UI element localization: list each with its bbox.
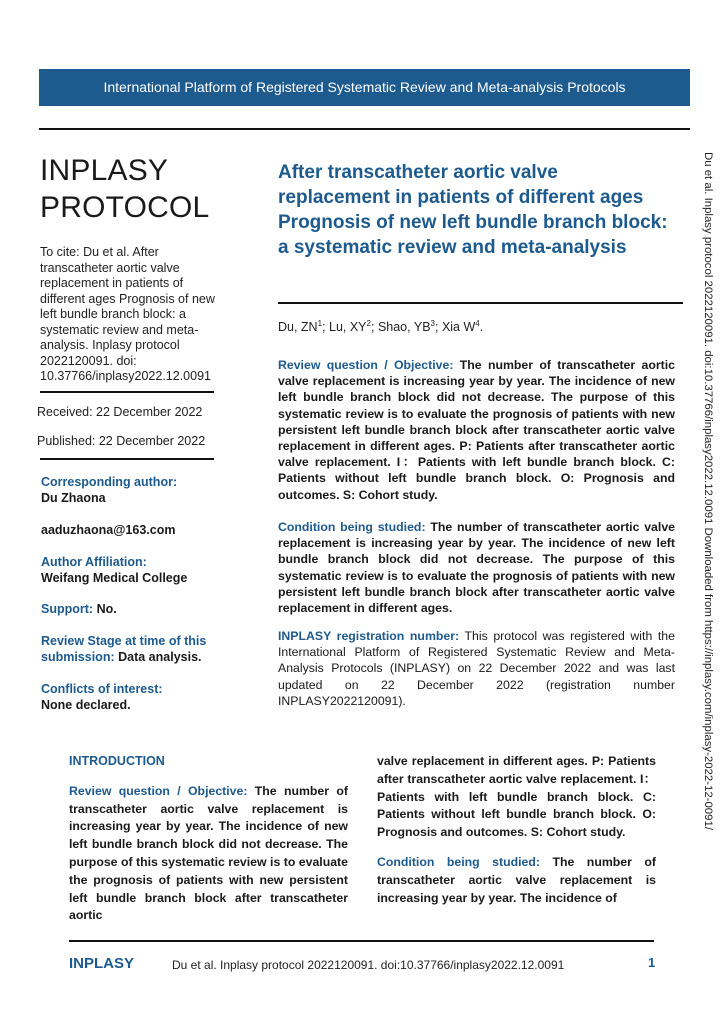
registration-text: This protocol was registered with the International Platform of Registered Systematic Review and Meta-Analysis Protocols (INPLASY) on 22 December 2022 and was last updated on 22 December 2022 (registration number INPLASY2022120091). <box>278 629 675 708</box>
author-list <box>278 319 483 334</box>
author-2-affil: 2 <box>366 319 371 328</box>
author-end: . <box>479 320 484 335</box>
author-sep: ; <box>322 320 329 335</box>
conflicts-label: Conflicts of interest: <box>41 682 163 696</box>
author-3-affil: 3 <box>430 319 435 328</box>
condition-text: The number of transcatheter aortic valve replacement is increasing year by year. The incidence of new left bundle branch block did not decrease. The purpose of this systematic review is to evaluate the prognosis of patients with new persistent left bundle branch block after transcatheter aortic valve replacement in different ages. <box>278 520 675 616</box>
citation-text: To cite: Du et al. After transcatheter aortic valve replacement in patients of different ages Prognosis of new left bundle branch block: a systematic review and meta-analysis. Inplasy protocol 2022120091. doi: 10.37766/inplasy2022.12.0091 <box>40 245 215 383</box>
intro-condition-label: Condition being studied: <box>377 854 540 869</box>
condition-abstract <box>278 519 675 616</box>
left-rule-1 <box>40 391 214 393</box>
author-3: Shao, YB <box>377 320 431 335</box>
intro-heading: INTRODUCTION <box>69 754 165 768</box>
intro-right-column <box>377 753 656 907</box>
author-1-affil: 1 <box>317 319 323 328</box>
side-download-note <box>700 152 715 882</box>
intro-rq-label: Review question / Objective: <box>69 783 248 798</box>
review-stage-label: Review Stage at time of this submission: <box>41 634 207 664</box>
author-sep: ; <box>434 320 442 335</box>
review-stage <box>41 633 231 665</box>
support-label: Support: <box>41 602 94 616</box>
corresponding-author-label: Corresponding author: <box>41 475 178 489</box>
paper-title: After transcatheter aortic valve replacement in patients of different ages Prognosis of new left bundle branch block: a systematic review and meta-analysis <box>278 162 668 258</box>
affiliation-label: Author Affiliation: <box>41 555 147 569</box>
author-1: Du, ZN <box>278 320 318 335</box>
left-rule-2 <box>40 458 214 460</box>
condition-label: Condition being studied: <box>278 520 426 534</box>
registration-number <box>278 628 675 709</box>
intro-condition-text: The number of transcatheter aortic valve replacement is increasing year by year. The incidence of <box>377 854 656 905</box>
review-question-abstract <box>278 357 675 503</box>
brand-title <box>40 152 226 226</box>
corresponding-author <box>41 474 241 506</box>
footer-rule <box>69 940 654 942</box>
title-rule <box>278 302 683 304</box>
author-sep: ; <box>370 320 378 335</box>
author-4: Xia W <box>441 320 476 335</box>
review-question-text: The number of transcatheter aortic valve replacement is increasing year by year. The incidence of new left bundle branch block did not decrease. The purpose of this systematic review is to evaluate the prognosis of patients with new persistent left bundle branch block after transcatheter aortic valve replacement in different ages. P: Patients after transcatheter aortic valve replacement. I：Patients with left bundle branch block. C: Patients without left bundle branch block. O: Prognosis and outcomes. S: Cohort study. <box>278 358 675 502</box>
left-column <box>40 152 226 385</box>
corresponding-author-name: Du Zhaona <box>41 491 106 505</box>
affiliation-value: Weifang Medical College <box>41 571 188 585</box>
support-info <box>41 601 241 617</box>
support-value: No. <box>96 602 117 616</box>
intro-left-column <box>69 753 348 925</box>
intro-condition <box>377 854 656 907</box>
author-affiliation <box>41 554 241 586</box>
top-rule <box>39 128 690 130</box>
brand-line-2: PROTOCOL <box>40 191 210 224</box>
published-date: Published: 22 December 2022 <box>37 434 206 448</box>
page-number: 1 <box>648 955 656 970</box>
author-email[interactable]: aaduzhaona@163.com <box>41 523 176 537</box>
review-question-label: Review question / Objective: <box>278 358 454 372</box>
intro-review-question <box>69 783 348 925</box>
platform-banner: International Platform of Registered Systematic Review and Meta-analysis Protocols <box>39 69 690 106</box>
intro-rq-text: The number of transcatheter aortic valve replacement is increasing year by year. The incidence of new left bundle branch block did not decrease. The purpose of this systematic review is to evaluate the prognosis of patients with new persistent left bundle branch block after transcatheter aortic <box>69 783 348 923</box>
review-stage-value: Data analysis. <box>118 650 202 664</box>
conflicts-value: None declared. <box>41 698 131 712</box>
side-download-text[interactable]: Du et al. Inplasy protocol 2022120091. doi:10.37766/inplasy2022.12.0091 Downloaded from https://inplasy.com/inplasy-2022-12-0091/ <box>702 152 714 830</box>
footer-citation: Du et al. Inplasy protocol 2022120091. doi:10.37766/inplasy2022.12.0091 <box>172 958 565 972</box>
conflicts-of-interest <box>41 681 241 713</box>
received-date: Received: 22 December 2022 <box>37 405 203 419</box>
author-4-affil: 4 <box>475 319 480 328</box>
intro-rq-continued: valve replacement in different ages. P: Patients after transcatheter aortic valve replacement. I：Patients with left bundle branch block. C: Patients without left bundle branch block. O: Prognosis and outcomes. S: Cohort study. <box>377 754 656 840</box>
brand-line-1: INPLASY <box>40 154 169 187</box>
footer-brand: INPLASY <box>69 955 135 972</box>
registration-label: INPLASY registration number: <box>278 629 460 643</box>
author-2: Lu, XY <box>329 320 367 335</box>
